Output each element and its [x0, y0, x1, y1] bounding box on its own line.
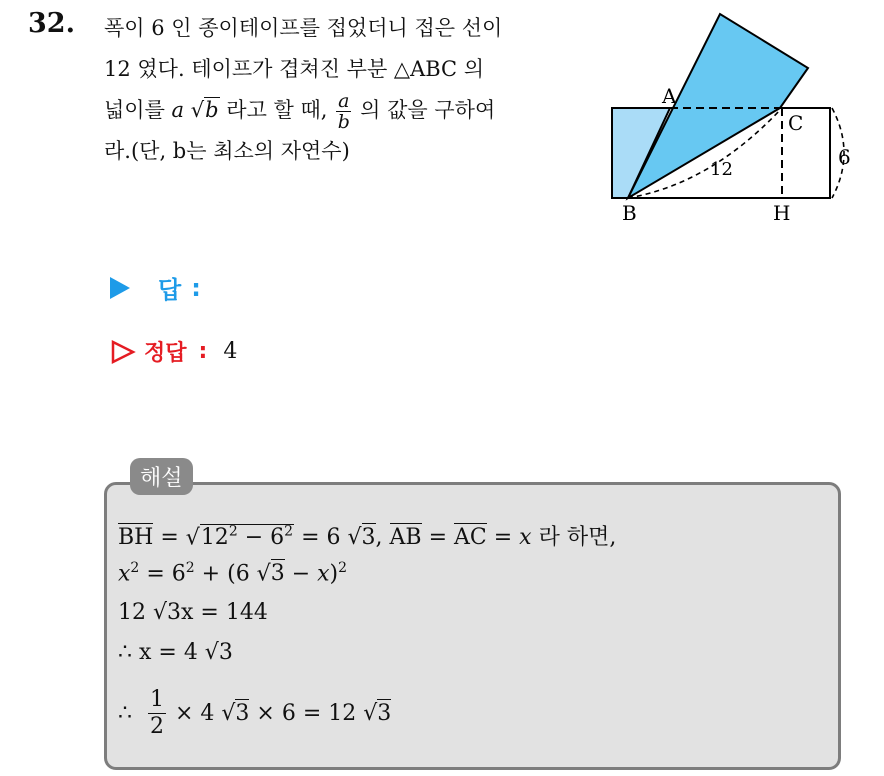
- question-line-3: [104, 90, 594, 131]
- correct-answer-value: 4: [223, 339, 238, 364]
- label-c: C: [788, 111, 804, 135]
- question-line-4: 라.(단, b는 최소의 자연수): [104, 139, 350, 163]
- correct-answer-row: [110, 336, 237, 367]
- var-a: a: [171, 98, 185, 122]
- sqrt-b: √b: [190, 98, 219, 122]
- answer-label: 답: [158, 276, 182, 304]
- outline-triangle-icon: [110, 339, 136, 365]
- solution-line-1: BH = $√12^2 - 6^2 = 6$ √3, AB = AC = x 라 하면,: [118, 523, 617, 550]
- label-a: A: [662, 84, 677, 108]
- solution-line-5: ∴ $\frac{1}{2}$ × 4 √3 × 6 = 12 √3: [118, 686, 392, 739]
- correct-answer-colon: :: [198, 339, 208, 364]
- answer-row: [110, 270, 201, 305]
- label-12: 12: [710, 159, 733, 180]
- correct-answer-label: 정답: [144, 341, 187, 366]
- label-6: 6: [838, 145, 851, 169]
- answer-colon: :: [191, 273, 201, 302]
- play-triangle-icon: [110, 277, 130, 299]
- label-b: B: [622, 201, 637, 225]
- question-line-3a: 넓이를: [104, 98, 165, 122]
- question-line-3b: 라고 할 때,: [226, 98, 328, 122]
- solution-line-4: ∴ x = 4 √3: [118, 640, 233, 665]
- solution-line-2: $x^2 = 6^2 + (6$ √3 − x)$^2$: [118, 560, 348, 587]
- label-h: H: [773, 201, 791, 225]
- solution-tag: 해설: [130, 458, 193, 495]
- question-number: 32.: [28, 8, 75, 39]
- question-text: [104, 8, 594, 172]
- question-line-1: 폭이 6 인 종이테이프를 접었더니 접은 선이: [104, 16, 503, 40]
- question-line-3c: 의 값을 구하여: [360, 98, 496, 122]
- question-line-2: 12 였다. 테이프가 겹쳐진 부분 △ABC 의: [104, 57, 485, 81]
- solution-line-1-suffix: 라 하면,: [538, 525, 617, 550]
- fraction-a-over-b: $\frac{a}{b}$: [337, 90, 350, 133]
- solution-line-3: 12 √3x = 144: [118, 600, 268, 625]
- folded-tape-figure: [600, 10, 870, 230]
- solution-lines: [118, 520, 616, 746]
